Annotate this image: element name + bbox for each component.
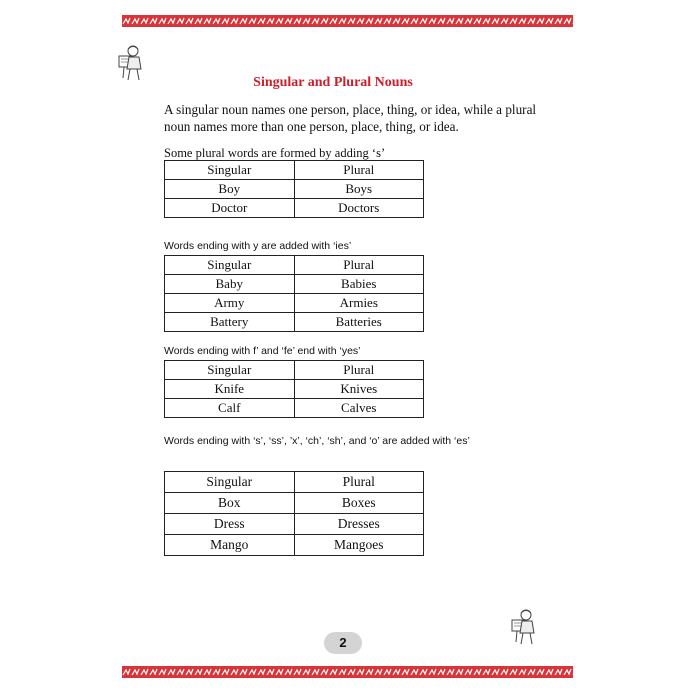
table-header-row [165,161,424,180]
table-row [165,199,424,218]
column-header: Plural [294,472,424,493]
noun-table [164,360,424,418]
singular-cell: Knife [165,380,295,399]
column-header: Singular [165,361,295,380]
singular-cell: Baby [165,275,295,294]
table-row [165,493,424,514]
noun-table [164,471,424,556]
table-row [165,399,424,418]
singular-cell: Battery [165,313,295,332]
noun-table [164,160,424,218]
plural-cell: Doctors [294,199,424,218]
plural-cell: Boys [294,180,424,199]
teacher-mascot-icon [510,608,540,646]
table-header-row [165,361,424,380]
section-caption: Words ending with f’ and ‘fe’ end with ‘yes’ [164,345,361,357]
singular-cell: Mango [165,535,295,556]
noun-table [164,255,424,332]
column-header: Plural [294,361,424,380]
table-row [165,535,424,556]
column-header: Plural [294,161,424,180]
singular-cell: Box [165,493,295,514]
page-title: Singular and Plural Nouns [253,75,413,90]
section-caption: Some plural words are formed by adding ‘s’ [164,146,386,160]
singular-cell: Boy [165,180,295,199]
table-row [165,514,424,535]
column-header: Singular [165,472,295,493]
plural-cell: Babies [294,275,424,294]
table-row [165,275,424,294]
plural-cell: Dresses [294,514,424,535]
table-row [165,294,424,313]
table-header-row [165,256,424,275]
column-header: Plural [294,256,424,275]
section-caption: Words ending with y are added with ‘ies’ [164,240,352,252]
singular-cell: Calf [165,399,295,418]
column-header: Singular [165,256,295,275]
page-number-badge: 2 [324,632,362,654]
section-caption: Words ending with ‘s’, ‘ss’, ’x’, ‘ch’, ‘sh’, and ‘o’ are added with ‘es’ [164,435,470,447]
intro-paragraph: A singular noun names one person, place, thing, or idea, while a plural noun names more than one person, place, thing, or idea. [164,102,537,134]
table-header-row [165,472,424,493]
singular-cell: Doctor [165,199,295,218]
plural-cell: Batteries [294,313,424,332]
plural-cell: Boxes [294,493,424,514]
plural-cell: Armies [294,294,424,313]
table-row [165,380,424,399]
plural-cell: Mangoes [294,535,424,556]
table-row [165,313,424,332]
top-decorative-border [122,15,573,27]
column-header: Singular [165,161,295,180]
table-row [165,180,424,199]
plural-cell: Knives [294,380,424,399]
bottom-decorative-border [122,666,573,678]
singular-cell: Dress [165,514,295,535]
plural-cell: Calves [294,399,424,418]
singular-cell: Army [165,294,295,313]
